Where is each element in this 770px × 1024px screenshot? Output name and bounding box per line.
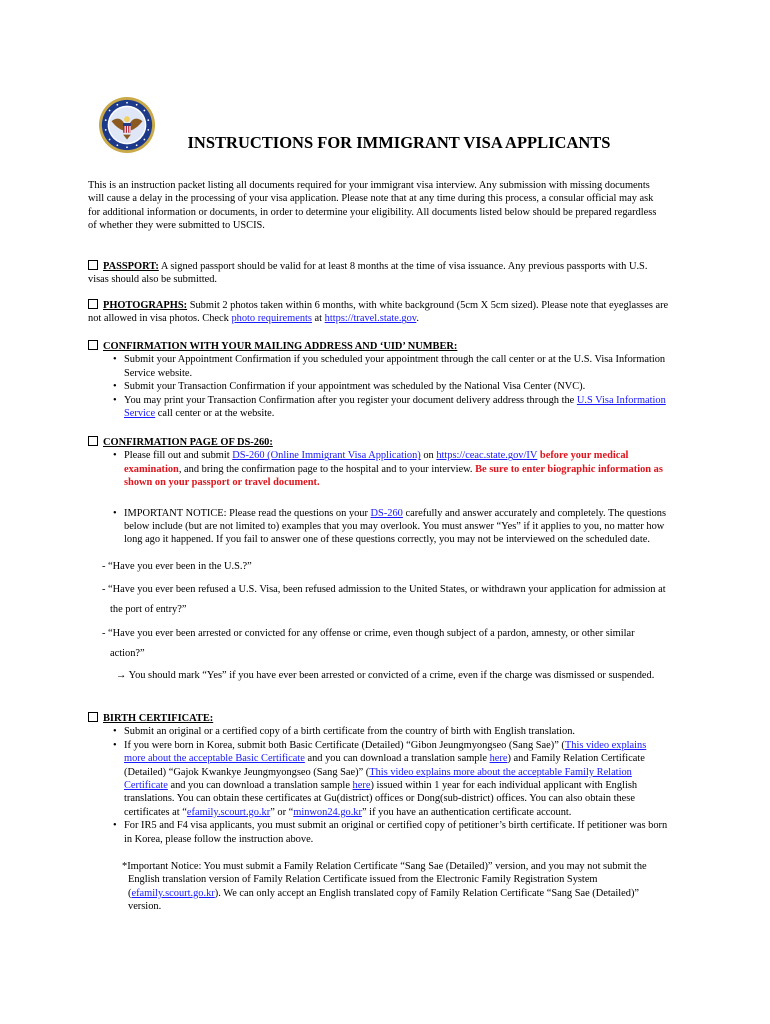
ds260-checkbox[interactable] xyxy=(88,436,98,446)
ds260-link[interactable]: DS-260 xyxy=(370,507,403,519)
photo-requirements-link[interactable]: photo requirements xyxy=(231,313,312,325)
photographs-section xyxy=(88,299,670,326)
passport-text: A signed passport should be valid for at least 8 months at the time of visa issuance. Any previous passports with U.S. visas should also be submitted. xyxy=(88,261,648,286)
arrow-note: → You should mark “Yes” if you have ever been arrested or convicted of a crime, even if the charge was dismissed or suspended. xyxy=(116,670,655,682)
bullet-text: ) issued within 1 year for each individual applicant with English translations. You can obtain these certificates at Gu(district) offices or Dong(sub-district) offices. You can also obtain these certificates at “ xyxy=(124,780,638,818)
family-relation-video-link[interactable]: This video explains more about the acceptable Family Relation Certificate xyxy=(124,766,632,792)
warning-text: before your medical examination xyxy=(124,450,629,475)
ds260-section xyxy=(88,436,670,683)
bullet-text: Please fill out and submit xyxy=(124,450,233,462)
list-item xyxy=(124,449,670,489)
photographs-text-3: . xyxy=(416,313,419,325)
bullet-text: ” if you have an authentication certificate account. xyxy=(361,806,572,818)
bullet-text: , and bring the confirmation page to the hospital and to your interview. xyxy=(178,463,476,475)
list-item xyxy=(124,394,670,421)
notice-text: *Important Notice: You must submit a Family Relation Certificate “Sang Sae (Detailed)” version, and you may not submit the English translation version of Family Relation Certificate issued from the Electronic Family Registration System ( xyxy=(122,861,647,899)
bullet-text: You may print your Transaction Confirmation after you register your document delivery address through the xyxy=(124,394,577,406)
list-item xyxy=(124,739,670,819)
bullet-text: ” or “ xyxy=(270,806,294,818)
bullet-text: carefully and answer accurately and completely. The questions below include (but are not limited to) examples that you may overlook. You must answer “Yes” if it applies to you, no matter how long ago it happened. If you fail to answer one of these questions correctly, you may not be interviewed on the scheduled date. xyxy=(124,507,667,546)
basic-certificate-video-link[interactable]: This video explains more about the acceptable Basic Certificate xyxy=(124,739,647,765)
birth-certificate-section xyxy=(88,712,670,914)
bullet-text: on xyxy=(420,450,437,462)
question-2: - “Have you ever been refused a U.S. Visa, been refused admission to the United States, or withdrawn your application for admission at the port of entry?” xyxy=(102,584,666,616)
ceac-link[interactable]: https://ceac.state.gov/IV xyxy=(436,450,538,462)
page-title: INSTRUCTIONS FOR IMMIGRANT VISA APPLICANTS xyxy=(187,133,611,152)
translation-sample-link-2[interactable]: here xyxy=(352,780,371,792)
us-visa-information-service-link[interactable]: U.S Visa Information Service xyxy=(124,394,666,420)
important-notice xyxy=(88,860,670,914)
confirmation-section xyxy=(88,340,670,420)
birth-certificate-checkbox[interactable] xyxy=(88,712,98,722)
intro-paragraph: This is an instruction packet listing all documents required for your immigrant visa interview. Any submission with missing documents will cause a delay in the processing of your visa application. Please note that at any time during this process, a consular official may ask for additional information or documents, in order to determine your eligibility. All documents listed below should be prepared regardless of whether they were submitted to USCIS. xyxy=(88,180,657,232)
passport-checkbox[interactable] xyxy=(88,260,98,270)
bullet-text: ) and Family Relation Certificate (Detailed) “Gajok Kwankye Jeungmyongseo (Sang Sae)” ( xyxy=(124,753,645,778)
photographs-heading: PHOTOGRAPHS: xyxy=(103,300,188,311)
list-item: • For IR5 and F4 visa applicants, you must submit an original or certified copy of petitioner’s birth certificate. If petitioner was born in Korea, please follow the instruction above. xyxy=(124,819,670,846)
list-item: • Submit an original or a certified copy of a birth certificate from the country of birth with English translation. xyxy=(124,725,670,738)
photographs-checkbox[interactable] xyxy=(88,299,98,309)
efamily-link[interactable]: efamily.scourt.go.kr xyxy=(186,806,271,818)
bullet-text: If you were born in Korea, submit both Basic Certificate (Detailed) “Gibon Jeungmyongseo (Sang Sae)” ( xyxy=(124,739,565,751)
bullet-text: IMPORTANT NOTICE: Please read the questions on your xyxy=(124,507,371,519)
bullet-text: call center or at the website. xyxy=(155,408,275,420)
minwon24-link[interactable]: minwon24.go.kr xyxy=(293,806,362,818)
question-3: - “Have you ever been arrested or convicted for any offense or crime, even though subject of a pardon, amnesty, or other similar action?” xyxy=(102,628,635,660)
bullet-text: and you can download a translation sample xyxy=(304,753,490,765)
list-item xyxy=(124,507,670,547)
ds260-heading: CONFIRMATION PAGE OF DS-260: xyxy=(103,437,273,448)
photographs-text-2: at xyxy=(311,313,325,325)
confirmation-heading: CONFIRMATION WITH YOUR MAILING ADDRESS AND ‘UID’ NUMBER: xyxy=(103,341,458,352)
list-item: • Submit your Appointment Confirmation if you scheduled your appointment through the call center or at the U.S. Visa Information Service website. xyxy=(124,353,670,380)
birth-certificate-heading: BIRTH CERTIFICATE: xyxy=(103,713,214,724)
bullet-text: and you can download a translation sample xyxy=(167,780,353,792)
question-1: - “Have you ever been in the U.S.?” xyxy=(102,560,252,572)
list-item: • Submit your Transaction Confirmation if your appointment was scheduled by the National Visa Center (NVC). xyxy=(124,380,670,393)
translation-sample-link[interactable]: here xyxy=(489,753,508,765)
confirmation-checkbox[interactable] xyxy=(88,340,98,350)
efamily-link-2[interactable]: efamily.scourt.go.kr xyxy=(131,887,215,899)
passport-heading: PASSPORT: xyxy=(103,261,159,272)
travel-state-gov-link[interactable]: https://travel.state.gov xyxy=(324,313,417,325)
passport-section xyxy=(88,260,670,287)
warning-text: Be sure to enter biographic information as shown on your passport or travel document. xyxy=(124,463,663,489)
notice-text: ). We can only accept an English translated copy of Family Relation Certificate “Sang Sae (Detailed)” version. xyxy=(128,887,640,913)
ds260-application-link[interactable]: DS-260 (Online Immigrant Visa Application) xyxy=(232,450,421,462)
photographs-text: Submit 2 photos taken within 6 months, with white background (5cm X 5cm sized). Please note that eyeglasses are not allowed in visa photos. Check xyxy=(88,300,669,325)
